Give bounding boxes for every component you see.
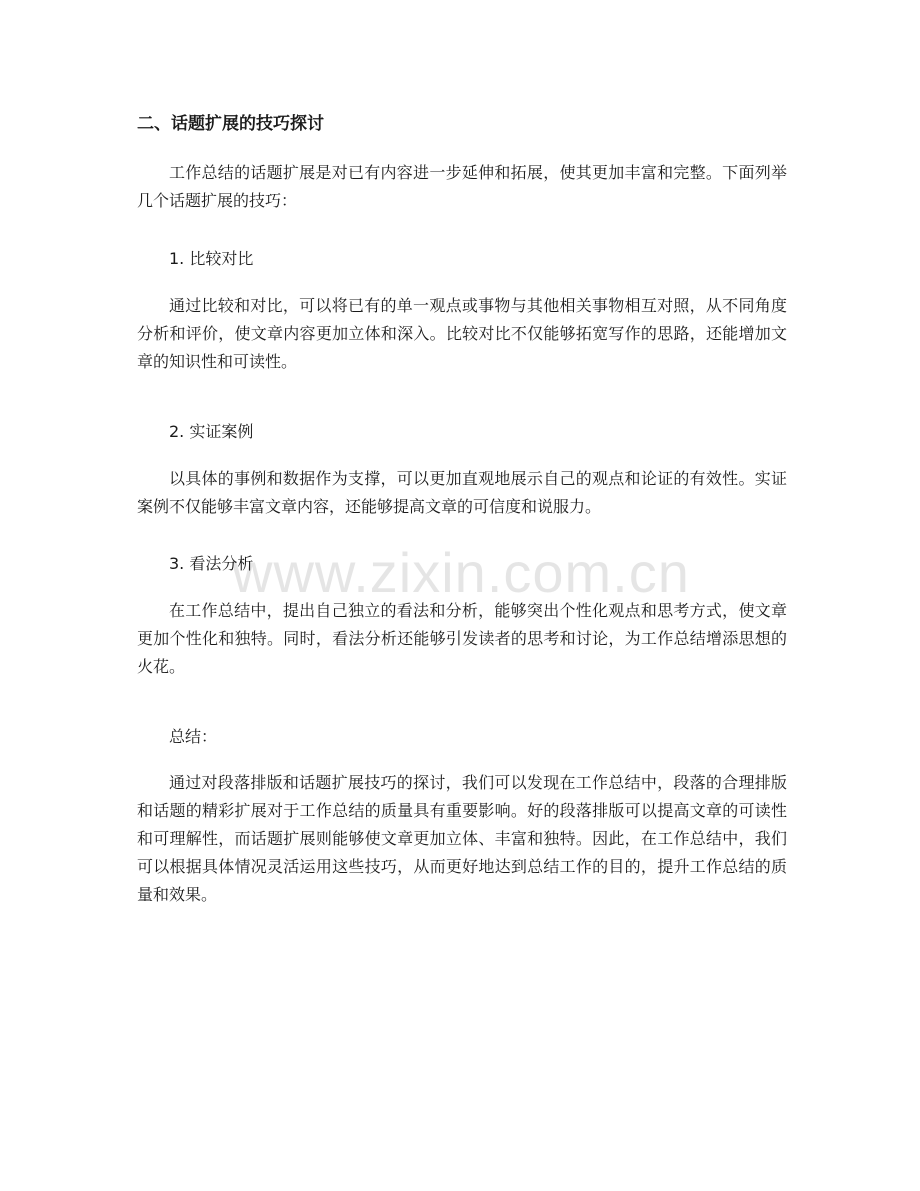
summary-paragraph: 通过对段落排版和话题扩展技巧的探讨，我们可以发现在工作总结中，段落的合理排版和话题的精彩扩展对于工作总结的质量具有重要影响。好的段落排版可以提高文章的可读性和可理解性，而话题扩展则能够使文章更加立体、丰富和独特。因此，在工作总结中，我们可以根据具体情况灵活运用这些技巧，从而更好地达到总结工作的目的，提升工作总结的质量和效果。 xyxy=(137,773,787,904)
item-title-compare: 1. 比较对比 xyxy=(169,249,254,268)
watermark-text: www.zixin.com.cn xyxy=(232,541,690,604)
section-heading: 二、话题扩展的技巧探讨 xyxy=(137,114,324,134)
item-title-case: 2. 实证案例 xyxy=(169,422,254,441)
item-body-compare: 通过比较和对比，可以将已有的单一观点或事物与其他相关事物相互对照，从不同角度分析和评价，使文章内容更加立体和深入。比较对比不仅能够拓宽写作的思路，还能增加文章的知识性和可读性。 xyxy=(137,296,787,371)
item-body-case: 以具体的事例和数据作为支撑，可以更加直观地展示自己的观点和论证的有效性。实证案例不仅能够丰富文章内容，还能够提高文章的可信度和说服力。 xyxy=(137,469,787,516)
summary-label: 总结： xyxy=(169,727,218,746)
item-body-opinion: 在工作总结中，提出自己独立的看法和分析，能够突出个性化观点和思考方式，使文章更加个性化和独特。同时，看法分析还能够引发读者的思考和讨论，为工作总结增添思想的火花。 xyxy=(137,601,787,676)
item-title-opinion: 3. 看法分析 xyxy=(169,554,254,573)
intro-paragraph: 工作总结的话题扩展是对已有内容进一步延伸和拓展，使其更加丰富和完整。下面列举几个话题扩展的技巧： xyxy=(137,163,787,210)
